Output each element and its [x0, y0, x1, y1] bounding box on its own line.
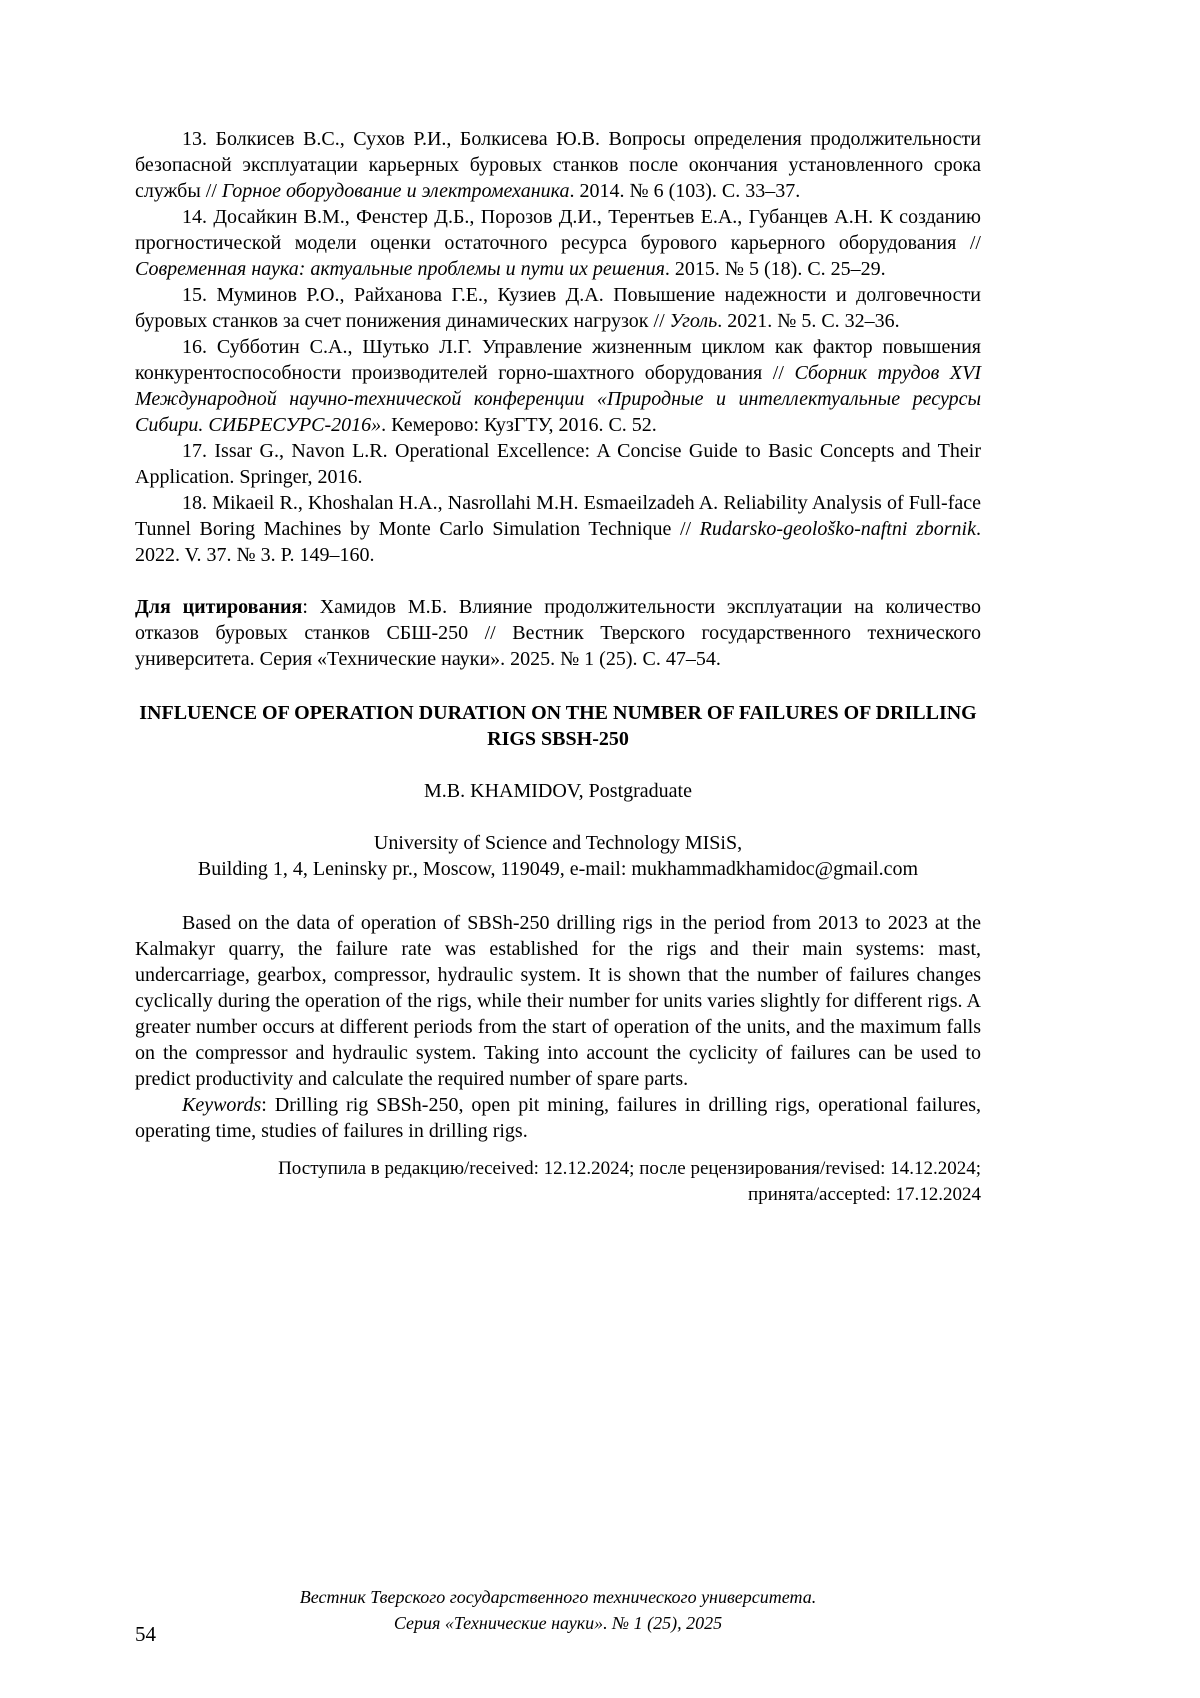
reference-14-tail: . 2015. № 5 (18). С. 25–29.	[664, 258, 886, 280]
reference-item-18	[135, 490, 981, 568]
reference-16-tail: . Кемерово: КузГТУ, 2016. С. 52.	[381, 414, 657, 436]
reference-15-text: 15. Муминов Р.О., Райханова Г.Е., Кузиев Д.А. Повышение надежности и долговечности буровых станков за счет понижения динамических нагрузок //	[135, 284, 981, 332]
journal-footer-line-2: Серия «Технические науки». № 1 (25), 2025	[393, 1613, 723, 1633]
english-article-title: INFLUENCE OF OPERATION DURATION ON THE NUMBER OF FAILURES OF DRILLING RIGS SBSH-250	[139, 702, 977, 750]
journal-footer	[135, 1584, 981, 1636]
reference-18-source-title: Rudarsko-geološko-naftni zbornik	[699, 518, 976, 540]
reference-15-source-title: Уголь	[669, 310, 718, 332]
page-content	[135, 126, 981, 1208]
citation-label: Для цитирования	[135, 596, 303, 618]
reference-item-14	[135, 204, 981, 282]
reference-item-17	[135, 438, 981, 490]
reference-13-text: 13. Болкисев В.С., Сухов Р.И., Болкисева Ю.В. Вопросы определения продолжительности безопасной эксплуатации карьерных буровых станков после окончания установленного срока службы //	[135, 128, 981, 202]
abstract-paragraph: Based on the data of operation of SBSh-250 drilling rigs in the period from 2013 to 2023 at the Kalmakyr quarry, the failure rate was established for the rigs and their main systems: mast, undercarriage, gearbox, compressor, hydraulic system. It is shown that the number of failures changes cyclically during the operation of the rigs, while their number for units varies slightly for different rigs. A greater number occurs at different periods from the start of operation of the units, and the maximum falls on the compressor and hydraulic system. Taking into account the cyclicity of failures can be used to predict productivity and calculate the required number of spare parts.	[135, 912, 981, 1090]
keywords-text: : Drilling rig SBSh-250, open pit mining, failures in drilling rigs, operational failures, operating time, studies of failures in drilling rigs.	[135, 1094, 981, 1142]
affiliation-block	[135, 830, 981, 882]
keywords-label: Keywords	[182, 1094, 262, 1116]
reference-14-text: 14. Досайкин В.М., Фенстер Д.Б., Порозов Д.И., Терентьев Е.А., Губанцев А.Н. К созданию прогностической модели оценки остаточного ресурса бурового карьерного оборудования //	[135, 206, 981, 254]
citation-paragraph	[135, 594, 981, 672]
reference-16-text: 16. Субботин С.А., Шутько Л.Г. Управление жизненным циклом как фактор повышения конкурентоспособности производителей горно-шахтного оборудования //	[135, 336, 981, 384]
keywords-paragraph	[135, 1092, 981, 1144]
reference-14-source-title: Современная наука: актуальные проблемы и пути их решения	[135, 258, 665, 280]
affiliation-line-2: Building 1, 4, Leninsky pr., Moscow, 119049, e-mail: mukhammadkhamidoc@gmail.com	[197, 858, 919, 880]
reference-16-source-title: Сборник трудов XVI Международной научно-технической конференции «Природные и интеллектуальные ресурсы Сибири. СИБРЕСУРС-2016»	[135, 362, 981, 436]
dates-block	[135, 1156, 981, 1208]
journal-footer-line-1: Вестник Тверского государственного технического университета.	[299, 1587, 817, 1607]
citation-text: : Хамидов М.Б. Влияние продолжительности эксплуатации на количество отказов буровых станков СБШ-250 // Вестник Тверского государственного технического университета. Серия «Технические науки». 2025. № 1 (25). С. 47–54.	[135, 596, 981, 670]
reference-18-text: 18. Mikaeil R., Khoshalan H.A., Nasrollahi M.H. Esmaeilzadeh A. Reliability Analysis of Full-face Tunnel Boring Machines by Monte Carlo Simulation Technique //	[135, 492, 981, 540]
reference-item-16	[135, 334, 981, 438]
reference-13-tail: . 2014. № 6 (103). С. 33–37.	[569, 180, 801, 202]
affiliation-line-1: University of Science and Technology MISiS,	[373, 832, 743, 854]
reference-17-text: 17. Issar G., Navon L.R. Operational Excellence: A Concise Guide to Basic Concepts and Their Application. Springer, 2016.	[135, 440, 981, 488]
reference-15-tail: . 2021. № 5. С. 32–36.	[717, 310, 900, 332]
reference-item-15	[135, 282, 981, 334]
reference-item-13	[135, 126, 981, 204]
accepted-line: принята/accepted: 17.12.2024	[748, 1184, 981, 1205]
reference-13-source-title: Горное оборудование и электромеханика	[221, 180, 570, 202]
page-number: 54	[135, 1622, 156, 1646]
reference-18-tail: . 2022. V. 37. № 3. P. 149–160.	[135, 518, 981, 566]
received-revised-line: Поступила в редакцию/received: 12.12.2024; после рецензирования/revised: 14.12.2024;	[278, 1158, 981, 1179]
author-line: M.B. KHAMIDOV, Postgraduate	[424, 780, 692, 802]
